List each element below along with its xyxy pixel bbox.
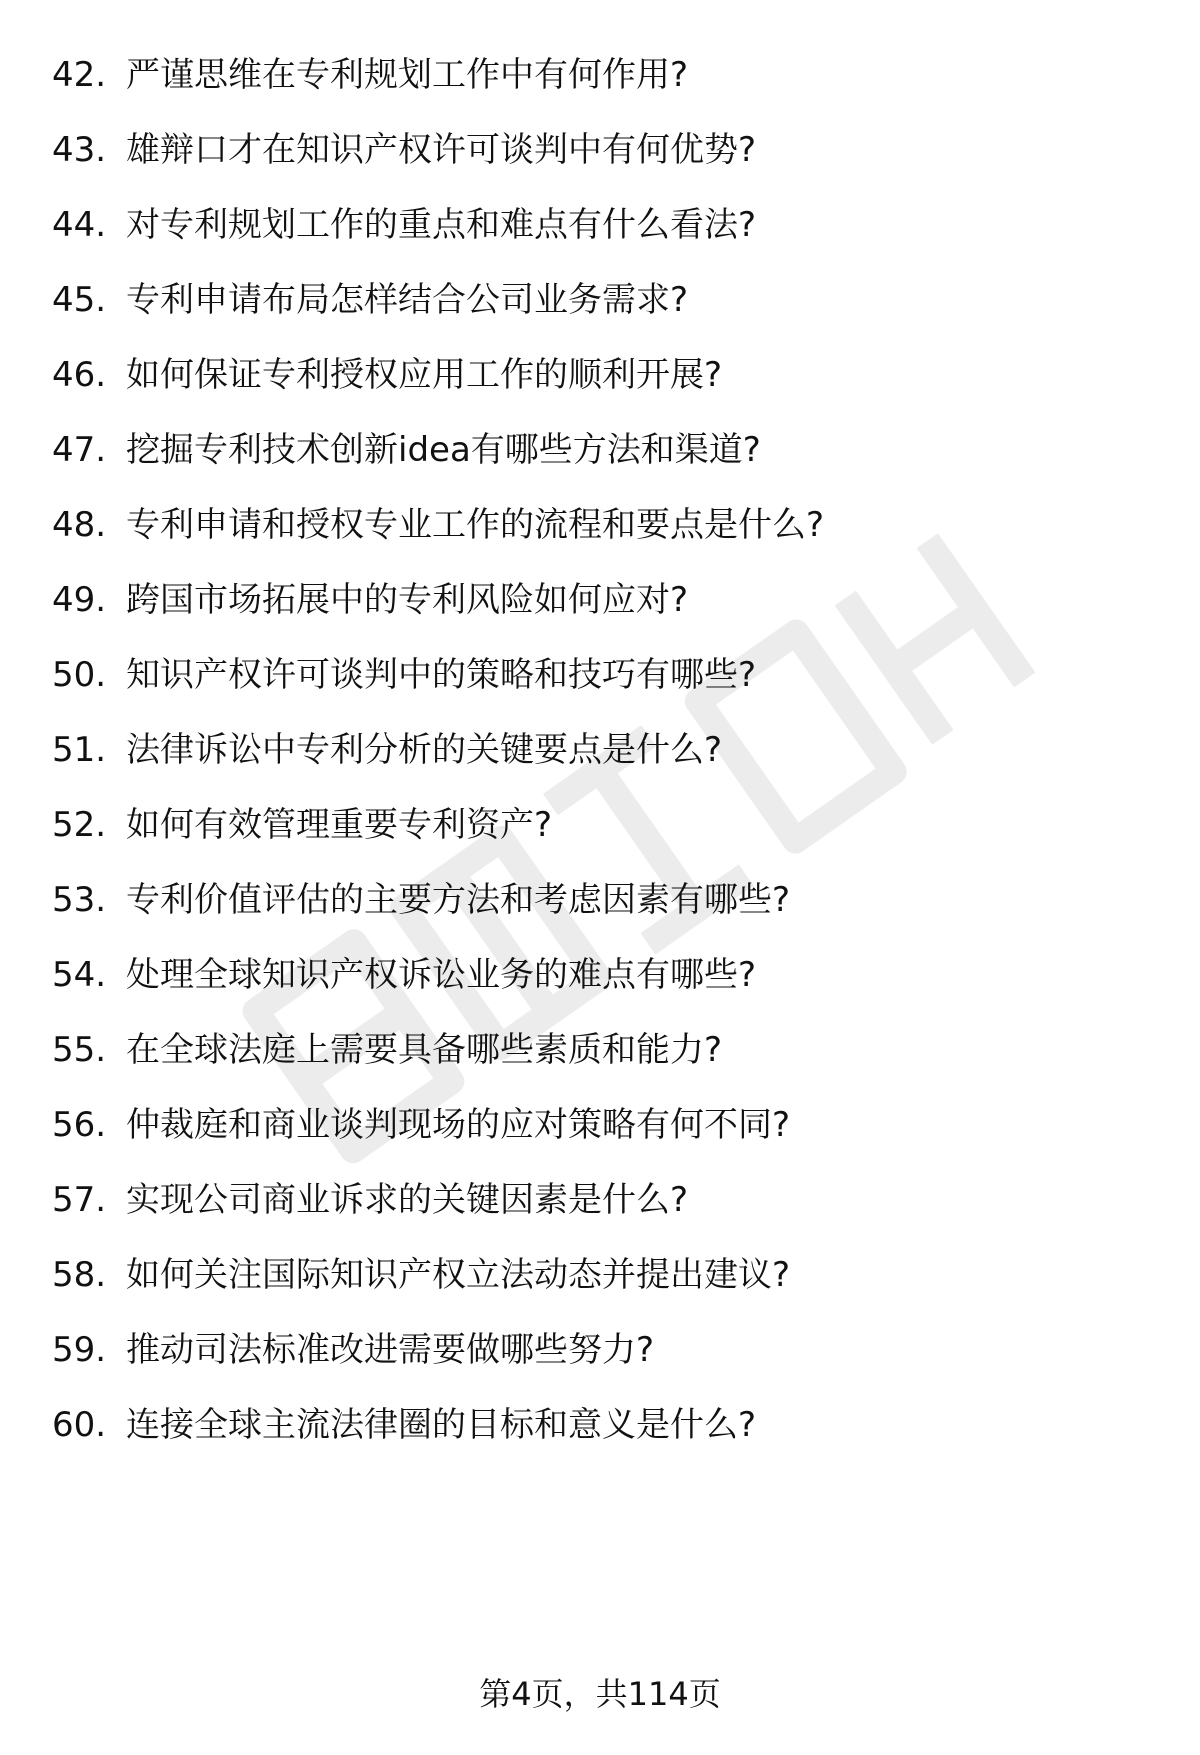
question-item: [52, 650, 756, 700]
page-footer: 第4页，共114页: [479, 1675, 721, 1713]
question-number: 45.: [52, 280, 107, 320]
question-item: [52, 1025, 722, 1075]
question-item: [52, 800, 552, 850]
question-number: 55.: [52, 1030, 107, 1070]
question-number: 48.: [52, 505, 107, 545]
question-text: 实现公司商业诉求的关键因素是什么?: [126, 1180, 689, 1220]
question-item: [52, 575, 688, 625]
question-text: 仲裁庭和商业谈判现场的应对策略有何不同?: [126, 1105, 791, 1145]
question-number: 51.: [52, 730, 107, 770]
question-item: [52, 350, 722, 400]
question-text: 跨国市场拓展中的专利风险如何应对?: [126, 580, 689, 620]
question-item: [52, 950, 756, 1000]
question-text: 如何保证专利授权应用工作的顺利开展?: [126, 355, 723, 395]
question-number: 42.: [52, 55, 107, 95]
question-number: 60.: [52, 1405, 107, 1445]
question-item: [52, 725, 722, 775]
question-text: 如何关注国际知识产权立法动态并提出建议?: [126, 1255, 791, 1295]
question-text: 专利价值评估的主要方法和考虑因素有哪些?: [126, 880, 791, 920]
question-item: [52, 1400, 756, 1450]
question-number: 59.: [52, 1330, 107, 1370]
question-number: 57.: [52, 1180, 107, 1220]
question-item: [52, 425, 761, 475]
question-text: 处理全球知识产权诉讼业务的难点有哪些?: [126, 955, 757, 995]
question-item: [52, 875, 790, 925]
question-number: 56.: [52, 1105, 107, 1145]
question-number: 53.: [52, 880, 107, 920]
question-text: 雄辩口才在知识产权许可谈判中有何优势?: [126, 130, 757, 170]
question-item: [52, 1175, 688, 1225]
question-item: [52, 125, 756, 175]
question-text: 如何有效管理重要专利资产?: [126, 805, 553, 845]
question-number: 46.: [52, 355, 107, 395]
question-text: 推动司法标准改进需要做哪些努力?: [126, 1330, 655, 1370]
question-item: [52, 1250, 790, 1300]
question-number: 44.: [52, 205, 107, 245]
question-number: 54.: [52, 955, 107, 995]
question-text: 法律诉讼中专利分析的关键要点是什么?: [126, 730, 723, 770]
question-item: [52, 1100, 790, 1150]
question-number: 47.: [52, 430, 107, 470]
question-number: 49.: [52, 580, 107, 620]
question-item: [52, 50, 688, 100]
question-text: 知识产权许可谈判中的策略和技巧有哪些?: [126, 655, 757, 695]
question-text: 对专利规划工作的重点和难点有什么看法?: [126, 205, 757, 245]
question-text: 在全球法庭上需要具备哪些素质和能力?: [126, 1030, 723, 1070]
question-number: 50.: [52, 655, 107, 695]
question-number: 52.: [52, 805, 107, 845]
question-number: 58.: [52, 1255, 107, 1295]
question-text: 挖掘专利技术创新idea有哪些方法和渠道?: [126, 430, 761, 470]
question-text: 严谨思维在专利规划工作中有何作用?: [126, 55, 689, 95]
question-text: 连接全球主流法律圈的目标和意义是什么?: [126, 1405, 757, 1445]
question-item: [52, 275, 688, 325]
question-item: [52, 200, 756, 250]
question-item: [52, 500, 824, 550]
question-number: 43.: [52, 130, 107, 170]
question-item: [52, 1325, 654, 1375]
question-text: 专利申请和授权专业工作的流程和要点是什么?: [126, 505, 825, 545]
question-text: 专利申请布局怎样结合公司业务需求?: [126, 280, 689, 320]
